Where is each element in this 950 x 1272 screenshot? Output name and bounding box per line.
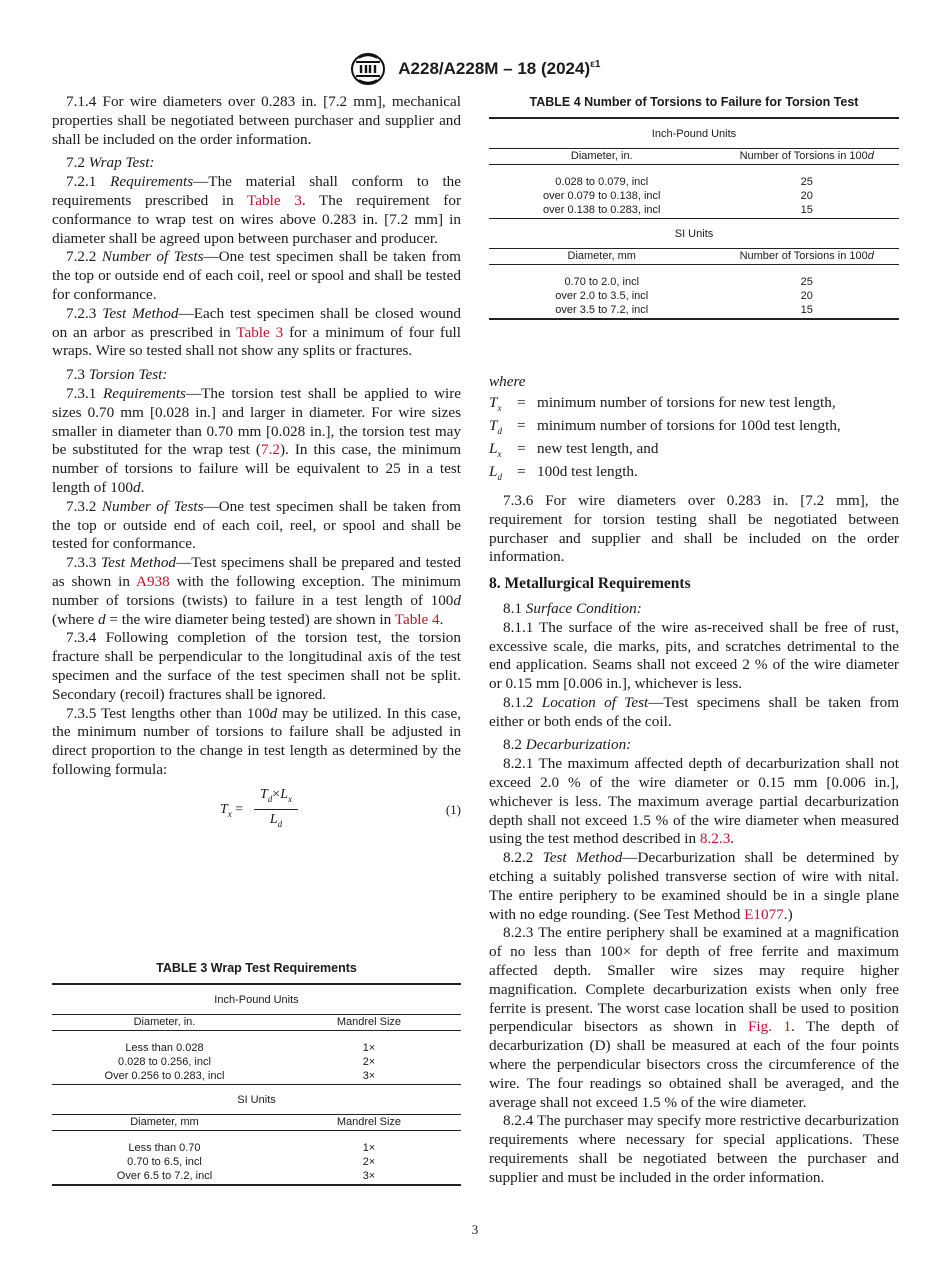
e1077-link[interactable]: E1077 [744,905,784,923]
table-row: 0.70 to 6.5, incl 2× [127,1156,376,1168]
table-3-caption: TABLE 3 Wrap Test Requirements [156,961,357,975]
table-4-inch-units: Inch-Pound Units [489,118,899,149]
table-3-link[interactable]: Table 3 [236,323,284,341]
right-column [489,373,899,1188]
para-7-3-2: 7.3.2 Number of Tests—One test specimen shall be taken from the top or outside end of each coil, reel, or spool and shall be tested for conformance. [52,497,461,553]
para-7-3-3: 7.3.3 Test Method—Test specimens shall be prepared and tested as shown in A938 with the following exception. The minimum number of torsions (twists) to failure in a test length of 100d (where d = the wire diameter being tested) are shown in Table 4. [52,554,462,628]
table-row: Over 0.256 to 0.283, incl 3× [52,1069,461,1085]
table-3-link[interactable]: Table 3 [247,191,302,209]
table-row: over 2.0 to 3.5, incl 20 [555,290,813,302]
table-header-cell: Diameter, in. [489,149,715,165]
page-number: 3 [471,1222,479,1237]
para-7-2-3: 7.2.3 Test Method—Each test specimen shall be closed wound on an arbor as prescribed in Table 3 for a minimum of four full wraps. Wire so tested shall not show any splits or fractures. [52,304,462,360]
para-8-2-3: 8.2.3 The entire periphery shall be examined at a magnification of no less than 100× for depth of free ferrite and maximum affected depth. Smaller wire sizes may require higher magnification. Complete decarburization exists when only free ferrite is present. The worst case location shall be used to position perpendicular bisectors as shown in Fig. 1. The depth of decarburization (D) shall be measured at each of the four points where the perpendicular bisectors cross the circumference of the wire. The four readings so obtained shall be averaged, and the average shall not exceed 1.5 % of the wire diameter. [489,924,899,1111]
where-label: where [489,373,526,390]
para-8-1-1: 8.1.1 The surface of the wire as-received shall be free of rust, excessive scale, die marks, pits, and scratches detrimental to the end application. Seams shall not exceed 2 % of the wire diameter or 0.15 mm [0.006 in.], whichever is less. [489,618,899,693]
table-row: 0.70 to 2.0, incl 25 [564,276,813,288]
epsilon-superscript: ε1 [590,58,601,70]
table-header-cell: Diameter, in. [52,1015,277,1031]
equation-1 [52,786,461,834]
para-8-1-2: 8.1.2 Location of Test—Test specimens shall be taken from either or both ends of the coil. [489,693,900,730]
table-row: Less than 0.028 1× [125,1042,376,1054]
table-3 [52,961,461,1186]
para-7-3-5: 7.3.5 Test lengths other than 100d may be utilized. In this case, the minimum number of torsions to failure shall be adjusted in direct proportion to the change in test length as determined by the following formula: [52,704,461,778]
table-4 [489,95,899,320]
where-item: $T_x$ = minimum number of torsions for new test length, [489,393,836,413]
left-column [52,93,461,834]
table-row: over 0.079 to 0.138, incl 20 [543,190,813,202]
table-header-cell: Mandrel Size [277,1115,461,1131]
table-row: over 3.5 to 7.2, incl 15 [489,303,899,319]
table-header-cell: Diameter, mm [52,1115,277,1131]
table-header-cell: Diameter, mm [489,249,715,265]
table-row: 0.028 to 0.256, incl 2× [117,1056,376,1068]
where-item: $L_d$ = 100d test length. [489,462,638,482]
table-header-cell: Number of Torsions in 100d [715,249,900,265]
equation-fraction: $\frac{T_d\times L_x}{L_d}$ [254,786,298,834]
table-3-si-units: SI Units [52,1085,461,1115]
table-row: over 0.138 to 0.283, incl 15 [489,203,899,219]
where-item: $T_d$ = minimum number of torsions for 100d test length, [489,416,841,436]
para-8-2-4: 8.2.4 The purchaser may specify more restrictive decarburization requirements where necessary for special applications. These requirements shall be negotiated between the purchaser and supplier and must be included in the order information. [489,1112,899,1186]
para-7-2-2: 7.2.2 Number of Tests—One test specimen shall be taken from the top or outside end of each coil, reel or spool and shall be tested for conformance. [52,248,461,303]
a938-link[interactable]: A938 [135,572,170,590]
heading-8-1: 8.1 Surface Condition: [503,599,642,617]
where-item: $L_x$ = new test length, and [489,439,659,459]
table-row: Less than 0.70 1× [128,1142,376,1154]
equation-lhs: $T_x$ = [220,801,244,819]
section-8-2-3-link[interactable]: 8.2.3 [699,830,731,848]
where-list [489,373,899,486]
heading-7-2: 7.2 Wrap Test: [66,154,155,172]
table-header-cell: Mandrel Size [277,1015,461,1031]
table-row: 0.028 to 0.079, incl 25 [555,176,813,188]
document-designation: A228/A228M – 18 (2024) [398,59,591,78]
para-8-2-1: 8.2.1 The maximum affected depth of decarburization shall not exceed 2.0 % of the wire diameter or 0.15 mm [0.006 in.], whichever is less. The maximum average partial decarburization depth shall not exceed 1.5 % of the wire diameter when measured using the test method described in 8.2.3. [489,755,899,848]
table-4-si-units: SI Units [489,219,899,249]
table-row: Over 6.5 to 7.2, incl 3× [52,1169,461,1185]
para-7-3-4: 7.3.4 Following completion of the torsion test, the torsion fracture shall be perpendicular to the longitudinal axis of the test specimen and the surface of the test specimen shall not be split. Secondary (recoil) fractures shall be ignored. [52,629,461,703]
heading-8-2: 8.2 Decarburization: [503,736,632,754]
section-8-heading: 8. Metallurgical Requirements [489,575,691,593]
table-3-inch-units: Inch-Pound Units [52,984,461,1015]
para-7-2-1: 7.2.1 Requirements—The material shall conform to the requirements prescribed in Table 3. The requirement for conformance to wrap test on wires above 0.283 in. [7.2 mm] in diameter shall be agreed upon between purchaser and producer. [52,173,462,247]
page-header [0,52,950,86]
heading-7-3: 7.3 Torsion Test: [66,366,168,384]
table-4-caption: TABLE 4 Number of Torsions to Failure for Torsion Test [529,95,859,109]
para-7-3-1: 7.3.1 Requirements—The torsion test shall be applied to wire sizes 0.70 mm [0.028 in.] and larger in diameter. For wire sizes smaller in diameter than 0.70 mm [0.028 in.], the torsion test may be substituted for the wrap test (7.2). In this case, the minimum number of torsions to failure will be equivalent to 25 in a test length of 100d. [52,384,462,496]
para-7-3-6: 7.3.6 For wire diameters over 0.283 in. [7.2 mm], the requirement for torsion testing shall be negotiated between purchaser and supplier and shall be included on the order information. [489,491,899,566]
para-8-2-2: 8.2.2 Test Method—Decarburization shall be determined by etching a suitably polished transverse section of wire with nital. The entire periphery to be examined should be in a single plane with no edge rounding. (See Test Method E1077.) [489,849,900,923]
table-4-link[interactable]: Table 4 [394,610,440,628]
para-7-1-4: 7.1.4 For wire diameters over 0.283 in. [7.2 mm], mechanical properties shall be negotiated between purchaser and supplier and shall be included on the order information. [52,93,461,148]
table-header-cell: Number of Torsions in 100d [715,149,900,165]
equation-number: (1) [445,801,461,817]
section-7-2-link[interactable]: 7.2 [260,441,280,459]
fig-1-link[interactable]: Fig. 1 [747,1018,792,1036]
astm-logo-icon [350,52,386,86]
